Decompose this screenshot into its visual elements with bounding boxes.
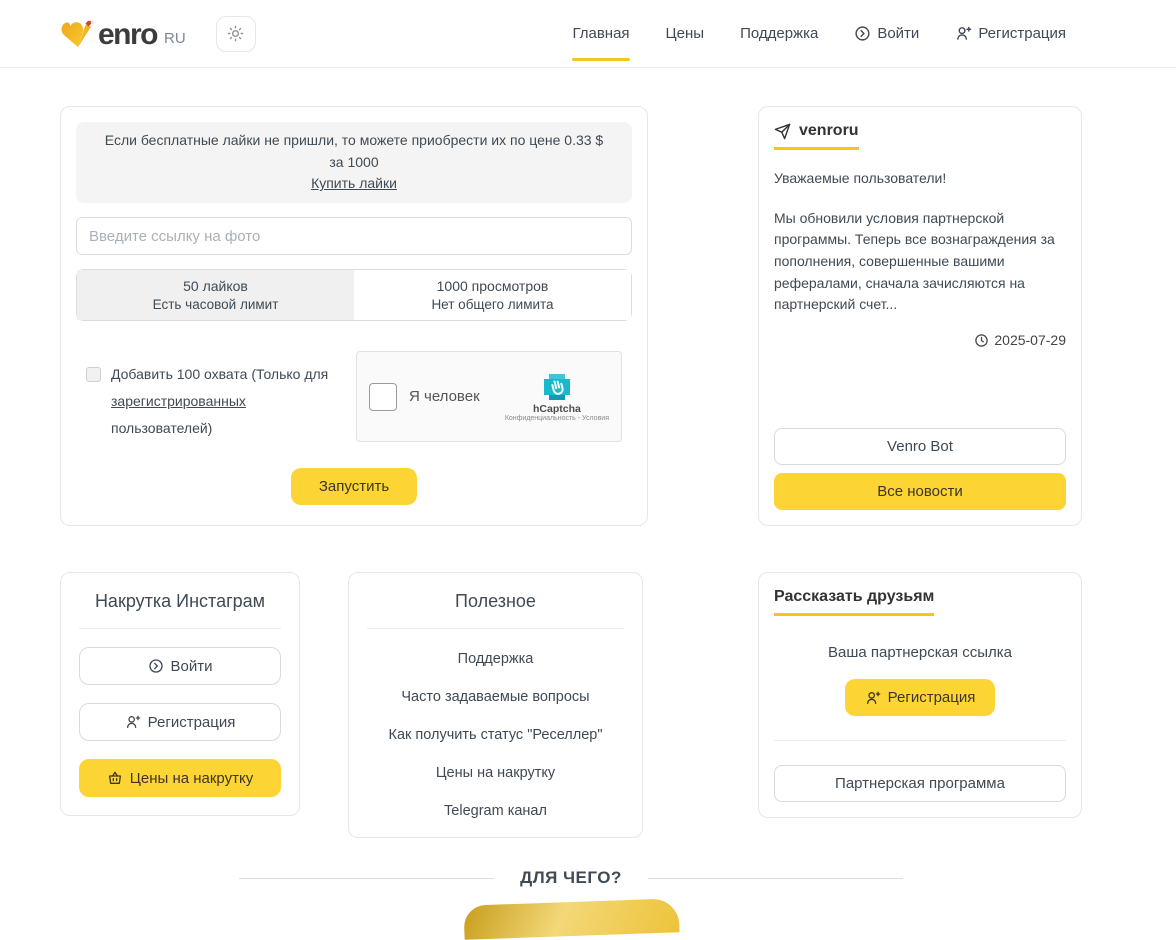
nav-label: Главная [572,25,630,42]
news-body: Мы обновили условия партнерской программы. Теперь все вознаграждения за пополнения, совершенные вашими рефералами, сначала зачисляются на партнерский счет... [774,209,1055,313]
logo-text: enro [98,17,158,51]
divider [239,878,494,879]
tab-title: 50 лайков [183,278,248,295]
venro-bot-button[interactable]: Venro Bot [774,428,1066,465]
nav-label: Регистрация [978,25,1066,42]
tab-likes[interactable] [77,270,354,320]
news-greeting: Уважаемые пользователи! [774,170,947,186]
all-news-button[interactable]: Все новости [774,473,1066,510]
hcaptcha-brand [505,372,609,422]
useful-link-prices[interactable]: Цены на накрутку [435,765,556,782]
useful-card-title: Полезное [455,591,536,612]
news-channel-name: venroru [799,122,859,139]
logo-heart-icon [60,18,98,50]
sun-icon [227,25,244,42]
paid-likes-notice [76,122,632,203]
tab-views[interactable] [354,270,631,320]
reach-option [86,361,348,442]
login-icon [854,25,871,42]
hcaptcha-label: Я человек [409,388,480,406]
reach-text: пользователей) [111,420,213,437]
nav-item-prices[interactable] [666,19,705,48]
basket-icon [107,770,123,786]
forwhat-heading: ДЛЯ ЧЕГО? [520,868,622,888]
register-icon [865,690,881,706]
news-date-row [774,332,1066,348]
hcaptcha-checkbox[interactable] [369,383,397,411]
prices-button-label: Цены на накрутку [129,769,254,787]
photo-url-input[interactable] [76,217,632,255]
referral-card [758,572,1082,818]
tab-subtitle: Есть часовой лимит [152,297,279,313]
nav-label: Войти [877,25,920,42]
divider [79,628,281,629]
nav-item-login[interactable] [854,19,919,48]
register-icon [125,714,141,730]
reach-checkbox[interactable] [86,367,101,382]
referral-register-button[interactable] [845,679,996,716]
notice-text: Если бесплатные лайки не пришли, то можете приобрести их по цене 0.33 $ за 1000 [104,132,604,170]
nav-item-support[interactable] [740,19,818,48]
login-button-label: Войти [170,657,213,675]
useful-link-telegram[interactable]: Telegram канал [444,803,547,820]
useful-link-reseller[interactable]: Как получить статус "Реселлер" [388,727,603,744]
divider [648,878,903,879]
service-tabs [76,269,632,321]
news-channel-title[interactable] [774,122,859,150]
divider [774,740,1066,741]
useful-link-support[interactable]: Поддержка [457,651,534,668]
start-button[interactable]: Запустить [291,468,417,505]
logo-lang: RU [164,29,186,47]
login-button[interactable] [79,647,281,685]
tab-title: 1000 просмотров [436,278,549,295]
referral-subtitle: Ваша партнерская ссылка [828,644,1012,662]
referral-register-label: Регистрация [887,689,976,707]
hcaptcha-widget [356,351,622,442]
registered-users-link[interactable]: зарегистрированных [111,393,246,410]
illustration-gold-shape [463,898,679,939]
forwhat-section [60,868,1082,888]
nav-item-home[interactable] [572,19,629,48]
nav-label: Цены [665,25,705,42]
header [0,0,1176,68]
news-date: 2025-07-29 [994,332,1066,349]
order-form-card [60,106,648,526]
tab-subtitle: Нет общего лимита [431,297,554,313]
partner-program-button[interactable]: Партнерская программа [774,765,1066,802]
reach-label [111,361,348,442]
news-card [758,106,1082,526]
instagram-card-title: Накрутка Инстаграм [94,591,266,612]
prices-button[interactable] [79,759,281,797]
register-button[interactable] [79,703,281,741]
nav-item-register[interactable] [955,19,1066,48]
register-button-label: Регистрация [147,713,236,731]
hcaptcha-name: hCaptcha [532,402,581,415]
main-nav [572,19,1066,48]
nav-label: Поддержка [740,25,819,42]
referral-card-title: Рассказать друзьям [774,588,934,616]
divider [367,628,624,629]
hcaptcha-links[interactable]: Конфиденциальность - Условия [504,414,609,422]
clock-icon [974,333,989,348]
logo[interactable] [60,18,186,50]
buy-likes-link[interactable]: Купить лайки [311,175,397,192]
useful-link-faq[interactable]: Часто задаваемые вопросы [401,689,590,706]
telegram-icon [774,123,791,140]
reach-text: Добавить 100 охвата (Только для [111,366,329,383]
login-icon [148,658,164,674]
useful-card [348,572,643,838]
hcaptcha-logo-icon [542,372,572,402]
register-icon [955,25,972,42]
theme-toggle-button[interactable] [216,16,256,52]
instagram-card [60,572,300,816]
